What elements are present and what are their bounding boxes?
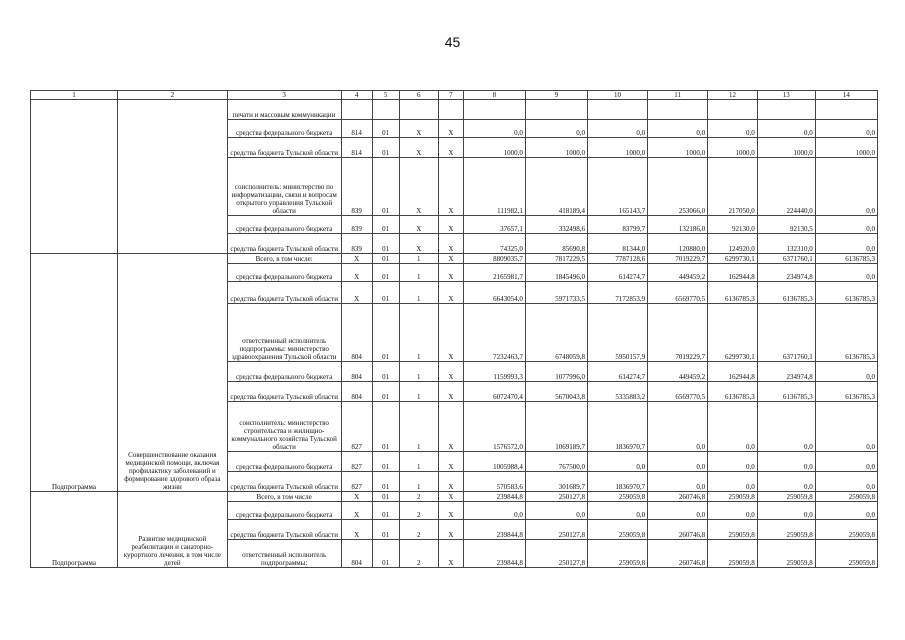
code-cell: X <box>399 138 438 158</box>
amount-cell: 120880,0 <box>648 234 708 254</box>
amount-cell: 253066,0 <box>648 158 708 216</box>
code-cell: X <box>438 472 463 492</box>
amount-cell: 0,0 <box>815 402 877 452</box>
code-cell: 1 <box>399 304 438 362</box>
amount-cell: 0,0 <box>757 502 815 520</box>
amount-cell: 132186,0 <box>648 216 708 234</box>
code-cell: 01 <box>372 492 399 502</box>
code-cell: 827 <box>341 402 372 452</box>
amount-cell: 5670043,8 <box>525 382 587 402</box>
code-cell: X <box>438 382 463 402</box>
program-name-cell: Развитие медицинской реабилитации и санаторно-курортного лечения, в том числе детей <box>117 492 227 568</box>
amount-cell: 162944,8 <box>708 264 758 282</box>
amount-cell: 234974,8 <box>757 264 815 282</box>
code-cell: 804 <box>341 382 372 402</box>
amount-cell: 259059,8 <box>757 520 815 540</box>
amount-cell: 1000,0 <box>815 138 877 158</box>
amount-cell: 259059,8 <box>757 492 815 502</box>
code-cell: 01 <box>372 282 399 304</box>
funding-source-cell: средства федерального бюджета <box>227 120 341 138</box>
code-cell: 01 <box>372 362 399 382</box>
code-cell <box>438 100 463 120</box>
funding-source-cell: соисполнитель: министерство по информатизации, связи и вопросам открытого управления Тульской области <box>227 158 341 216</box>
amount-cell: 1000,0 <box>757 138 815 158</box>
header-row <box>31 91 878 100</box>
amount-cell: 0,0 <box>757 452 815 472</box>
amount-cell: 6299730,1 <box>708 304 758 362</box>
code-cell: X <box>438 502 463 520</box>
code-cell: 01 <box>372 158 399 216</box>
code-cell: X <box>438 282 463 304</box>
amount-cell: 7019229,7 <box>648 304 708 362</box>
funding-source-cell: средства бюджета Тульской области <box>227 472 341 492</box>
amount-cell: 0,0 <box>463 120 525 138</box>
funding-source-cell: средства бюджета Тульской области <box>227 234 341 254</box>
code-cell: 1 <box>399 254 438 264</box>
code-cell: 01 <box>372 472 399 492</box>
header-cell: 8 <box>463 91 525 100</box>
amount-cell: 1000,0 <box>588 138 648 158</box>
amount-cell: 111982,1 <box>463 158 525 216</box>
code-cell: X <box>438 158 463 216</box>
header-cell: 1 <box>31 91 118 100</box>
amount-cell: 0,0 <box>708 120 758 138</box>
amount-cell: 259059,8 <box>588 540 648 568</box>
amount-cell: 0,0 <box>757 120 815 138</box>
code-cell: 1 <box>399 402 438 452</box>
code-cell: 1 <box>399 472 438 492</box>
amount-cell: 0,0 <box>757 472 815 492</box>
amount-cell: 0,0 <box>815 216 877 234</box>
header-cell: 5 <box>372 91 399 100</box>
code-cell: 1 <box>399 282 438 304</box>
funding-source-cell: ответственный исполнитель подпрограммы: министерство здравоохранения Тульской области <box>227 304 341 362</box>
amount-cell: 217050,0 <box>708 158 758 216</box>
code-cell: X <box>438 520 463 540</box>
code-cell: 2 <box>399 492 438 502</box>
amount-cell: 1000,0 <box>463 138 525 158</box>
code-cell: X <box>438 304 463 362</box>
amount-cell: 6136785,3 <box>815 382 877 402</box>
code-cell: 01 <box>372 540 399 568</box>
amount-cell: 0,0 <box>708 502 758 520</box>
amount-cell: 0,0 <box>588 502 648 520</box>
amount-cell: 8809035,7 <box>463 254 525 264</box>
amount-cell <box>463 100 525 120</box>
program-type-cell: Подпрограмма <box>31 254 118 492</box>
amount-cell <box>525 100 587 120</box>
header-cell: 9 <box>525 91 587 100</box>
amount-cell <box>588 100 648 120</box>
amount-cell: 0,0 <box>648 472 708 492</box>
code-cell: 814 <box>341 120 372 138</box>
code-cell: 1 <box>399 452 438 472</box>
amount-cell: 1836970,7 <box>588 402 648 452</box>
program-name-cell: Совершенствование оказания медицинской помощи, включая профилактику заболеваний и формирование здорового образа жизни <box>117 254 227 492</box>
code-cell: X <box>438 216 463 234</box>
funding-source-cell: средства федерального бюджета <box>227 452 341 472</box>
funding-source-cell: ответственный исполнитель подпрограммы: <box>227 540 341 568</box>
table-row <box>31 492 878 502</box>
table-body <box>31 91 878 568</box>
amount-cell: 1069189,7 <box>525 402 587 452</box>
amount-cell: 0,0 <box>648 120 708 138</box>
amount-cell: 162944,8 <box>708 362 758 382</box>
code-cell: 827 <box>341 472 372 492</box>
code-cell: X <box>341 492 372 502</box>
code-cell: 01 <box>372 264 399 282</box>
code-cell: 01 <box>372 120 399 138</box>
amount-cell: 259059,8 <box>588 520 648 540</box>
amount-cell: 260746,8 <box>648 520 708 540</box>
amount-cell: 0,0 <box>815 158 877 216</box>
code-cell: X <box>438 120 463 138</box>
funding-source-cell: средства бюджета Тульской области <box>227 382 341 402</box>
code-cell: X <box>438 138 463 158</box>
program-name-cell <box>117 100 227 254</box>
code-cell: X <box>438 540 463 568</box>
amount-cell: 250127,8 <box>525 520 587 540</box>
amount-cell: 1005988,4 <box>463 452 525 472</box>
amount-cell: 449459,2 <box>648 362 708 382</box>
amount-cell: 6569770,5 <box>648 382 708 402</box>
amount-cell: 259059,8 <box>815 540 877 568</box>
code-cell: X <box>341 502 372 520</box>
funding-source-cell: средства федерального бюджета <box>227 216 341 234</box>
amount-cell: 1836970,7 <box>588 472 648 492</box>
code-cell: X <box>341 520 372 540</box>
amount-cell: 6569770,5 <box>648 282 708 304</box>
program-type-cell <box>31 100 118 254</box>
amount-cell: 6643054,0 <box>463 282 525 304</box>
code-cell: X <box>341 254 372 264</box>
amount-cell <box>708 100 758 120</box>
amount-cell: 0,0 <box>708 452 758 472</box>
code-cell: X <box>399 234 438 254</box>
amount-cell: 260746,8 <box>648 492 708 502</box>
funding-source-cell: средства федерального бюджета <box>227 502 341 520</box>
code-cell <box>372 100 399 120</box>
amount-cell: 7817229,5 <box>525 254 587 264</box>
code-cell: 01 <box>372 502 399 520</box>
code-cell: X <box>438 254 463 264</box>
code-cell: 839 <box>341 158 372 216</box>
amount-cell: 1000,0 <box>708 138 758 158</box>
amount-cell: 6136785,3 <box>815 254 877 264</box>
amount-cell: 0,0 <box>815 452 877 472</box>
code-cell: 01 <box>372 520 399 540</box>
amount-cell: 0,0 <box>588 120 648 138</box>
amount-cell: 224440,0 <box>757 158 815 216</box>
amount-cell: 92130,0 <box>708 216 758 234</box>
code-cell: X <box>438 402 463 452</box>
header-cell: 4 <box>341 91 372 100</box>
amount-cell: 1077996,0 <box>525 362 587 382</box>
amount-cell: 259059,8 <box>588 492 648 502</box>
code-cell: 814 <box>341 138 372 158</box>
header-cell: 10 <box>588 91 648 100</box>
header-cell: 11 <box>648 91 708 100</box>
amount-cell: 6748059,8 <box>525 304 587 362</box>
amount-cell: 614274,7 <box>588 264 648 282</box>
header-cell: 14 <box>815 91 877 100</box>
amount-cell: 239844,8 <box>463 492 525 502</box>
code-cell <box>399 100 438 120</box>
amount-cell: 0,0 <box>815 502 877 520</box>
amount-cell: 259059,8 <box>757 540 815 568</box>
code-cell: X <box>438 452 463 472</box>
amount-cell: 6136785,3 <box>757 382 815 402</box>
code-cell: X <box>399 120 438 138</box>
amount-cell: 0,0 <box>708 402 758 452</box>
amount-cell: 1159993,3 <box>463 362 525 382</box>
amount-cell: 124920,0 <box>708 234 758 254</box>
code-cell: 01 <box>372 138 399 158</box>
code-cell: 2 <box>399 502 438 520</box>
amount-cell: 259059,8 <box>708 520 758 540</box>
code-cell: X <box>399 158 438 216</box>
amount-cell: 418189,4 <box>525 158 587 216</box>
amount-cell: 0,0 <box>815 234 877 254</box>
amount-cell: 0,0 <box>815 120 877 138</box>
code-cell: 2 <box>399 520 438 540</box>
amount-cell: 5335883,2 <box>588 382 648 402</box>
amount-cell: 37657,1 <box>463 216 525 234</box>
code-cell: X <box>341 282 372 304</box>
code-cell: 01 <box>372 452 399 472</box>
amount-cell: 332498,6 <box>525 216 587 234</box>
amount-cell: 301689,7 <box>525 472 587 492</box>
funding-source-cell: соисполнитель: министерство строительства и жилищно-коммунального хозяйства Тульской области <box>227 402 341 452</box>
amount-cell: 85690,8 <box>525 234 587 254</box>
header-cell: 3 <box>227 91 341 100</box>
amount-cell: 239844,8 <box>463 540 525 568</box>
funding-source-cell: средства бюджета Тульской области <box>227 282 341 304</box>
amount-cell: 2165981,7 <box>463 264 525 282</box>
amount-cell: 83799,7 <box>588 216 648 234</box>
amount-cell: 7232463,7 <box>463 304 525 362</box>
code-cell: 01 <box>372 234 399 254</box>
code-cell: 01 <box>372 254 399 264</box>
code-cell: 01 <box>372 402 399 452</box>
amount-cell: 250127,8 <box>525 540 587 568</box>
amount-cell: 449459,2 <box>648 264 708 282</box>
amount-cell: 0,0 <box>588 452 648 472</box>
amount-cell <box>648 100 708 120</box>
header-cell: 13 <box>757 91 815 100</box>
code-cell: 839 <box>341 216 372 234</box>
funding-source-cell: печати и массовым коммуникации <box>227 100 341 120</box>
amount-cell: 6136785,3 <box>708 282 758 304</box>
amount-cell: 0,0 <box>708 472 758 492</box>
code-cell: X <box>438 362 463 382</box>
code-cell: 827 <box>341 452 372 472</box>
amount-cell <box>815 100 877 120</box>
program-type-cell: Подпрограмма <box>31 492 118 568</box>
amount-cell: 1576572,0 <box>463 402 525 452</box>
amount-cell: 570583,6 <box>463 472 525 492</box>
amount-cell: 259059,8 <box>708 540 758 568</box>
amount-cell: 81344,0 <box>588 234 648 254</box>
amount-cell: 132310,0 <box>757 234 815 254</box>
code-cell: 804 <box>341 540 372 568</box>
amount-cell: 614274,7 <box>588 362 648 382</box>
code-cell: X <box>438 234 463 254</box>
code-cell: 804 <box>341 304 372 362</box>
code-cell: 1 <box>399 362 438 382</box>
amount-cell: 0,0 <box>525 120 587 138</box>
amount-cell: 0,0 <box>648 502 708 520</box>
amount-cell: 6136785,3 <box>815 304 877 362</box>
amount-cell: 6371760,1 <box>757 254 815 264</box>
amount-cell: 5950157,9 <box>588 304 648 362</box>
amount-cell: 0,0 <box>815 264 877 282</box>
funding-source-cell: средства федерального бюджета <box>227 264 341 282</box>
amount-cell: 0,0 <box>463 502 525 520</box>
code-cell: 01 <box>372 216 399 234</box>
amount-cell: 0,0 <box>648 452 708 472</box>
amount-cell: 165143,7 <box>588 158 648 216</box>
code-cell: X <box>438 492 463 502</box>
code-cell: X <box>399 216 438 234</box>
header-cell: 12 <box>708 91 758 100</box>
funding-source-cell: Всего, в том числе: <box>227 254 341 264</box>
amount-cell: 239844,8 <box>463 520 525 540</box>
amount-cell: 0,0 <box>815 472 877 492</box>
amount-cell: 6136785,3 <box>815 282 877 304</box>
code-cell: 839 <box>341 234 372 254</box>
amount-cell: 6136785,3 <box>708 382 758 402</box>
amount-cell: 6136785,3 <box>757 282 815 304</box>
funding-source-cell: средства бюджета Тульской области <box>227 520 341 540</box>
table-row <box>31 254 878 264</box>
code-cell: 01 <box>372 304 399 362</box>
budget-table <box>30 90 878 568</box>
amount-cell: 0,0 <box>525 502 587 520</box>
funding-source-cell: средства федерального бюджета <box>227 362 341 382</box>
funding-source-cell: Всего, в том числе <box>227 492 341 502</box>
amount-cell: 259059,8 <box>815 520 877 540</box>
amount-cell: 0,0 <box>757 402 815 452</box>
amount-cell: 7172853,9 <box>588 282 648 304</box>
amount-cell: 7019229,7 <box>648 254 708 264</box>
code-cell: 1 <box>399 264 438 282</box>
header-cell: 7 <box>438 91 463 100</box>
page-number: 45 <box>444 34 461 50</box>
table-row <box>31 100 878 120</box>
amount-cell: 0,0 <box>648 402 708 452</box>
header-cell: 6 <box>399 91 438 100</box>
amount-cell <box>757 100 815 120</box>
code-cell: X <box>438 264 463 282</box>
code-cell: 2 <box>399 540 438 568</box>
amount-cell: 0,0 <box>815 362 877 382</box>
amount-cell: 767500,0 <box>525 452 587 472</box>
amount-cell: 6072470,4 <box>463 382 525 402</box>
amount-cell: 5971733,5 <box>525 282 587 304</box>
code-cell: 1 <box>399 382 438 402</box>
code-cell <box>341 100 372 120</box>
amount-cell: 74325,0 <box>463 234 525 254</box>
funding-source-cell: средства бюджета Тульской области <box>227 138 341 158</box>
amount-cell: 250127,8 <box>525 492 587 502</box>
amount-cell: 259059,8 <box>708 492 758 502</box>
code-cell: 01 <box>372 382 399 402</box>
amount-cell: 92130,5 <box>757 216 815 234</box>
amount-cell: 7787128,6 <box>588 254 648 264</box>
amount-cell: 234974,8 <box>757 362 815 382</box>
header-cell: 2 <box>117 91 227 100</box>
amount-cell: 1000,0 <box>525 138 587 158</box>
amount-cell: 260746,8 <box>648 540 708 568</box>
code-cell: X <box>341 264 372 282</box>
amount-cell: 259059,8 <box>815 492 877 502</box>
amount-cell: 6299730,1 <box>708 254 758 264</box>
amount-cell: 1000,0 <box>648 138 708 158</box>
amount-cell: 6371760,1 <box>757 304 815 362</box>
code-cell: 804 <box>341 362 372 382</box>
amount-cell: 1845496,0 <box>525 264 587 282</box>
